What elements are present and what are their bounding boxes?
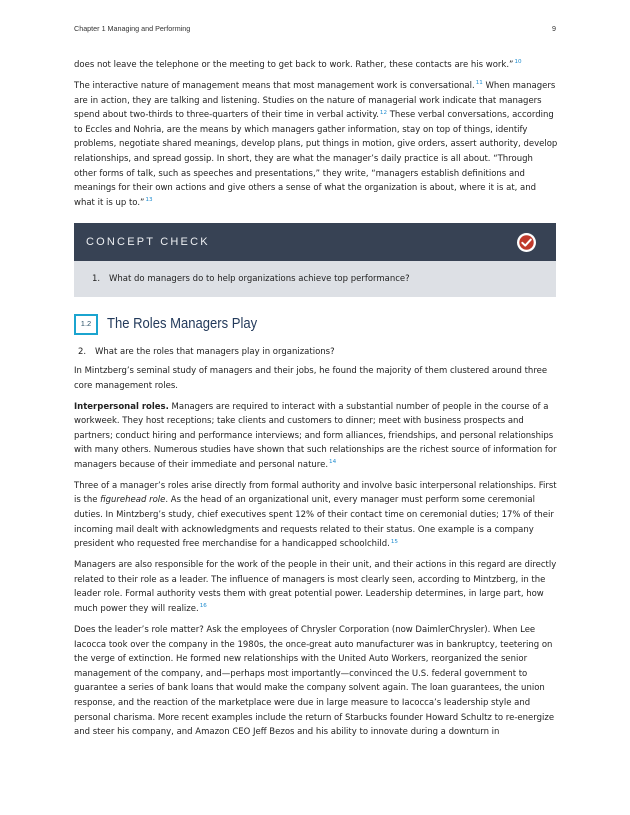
list-number: 2. bbox=[78, 347, 87, 358]
emphasis: figurehead role bbox=[100, 495, 166, 506]
concept-check-header bbox=[74, 223, 556, 261]
paragraph: Does the leader’s role matter? Ask the employees of Chrysler Corporation (now DaimlerChrysler). When Lee Iacocca took over the company in the 1980s, the once-great auto manufacturer was in bankruptcy, teetering on the verge of extinction. He formed new relationships with the United Auto Workers, reorganized the senior management of the company, and—perhaps most importantly—convinced the U.S. federal government to guarantee a series of bank loans that would make the company solvent again. The loan guarantees, the union response, and the reaction of the marketplace were due in large measure to Iacocca’s leadership style and personal charisma. More recent examples include the return of Starbucks founder Howard Schultz to re-energize and steer his company, and Amazon CEO Jeff Bezos and his ability to innovate during a downturn in bbox=[74, 624, 555, 738]
paragraph: Three of a manager’s roles arise directly from formal authority and involve basic interpersonal relationships. First is the figurehead role. As the head of an organizational unit, every manager must perform some ceremonial duties. In Mintzberg’s study, chief executives spent 12% of their contact time on ceremonial duties; 17% of their incoming mail dealt with acknowledgments and requests related to their status. One example is a company president who requested free merchandise for a handicapped schoolchild.$^{15}$ bbox=[74, 480, 557, 550]
footnote-link[interactable]: 11 bbox=[475, 80, 483, 87]
section-heading bbox=[74, 313, 558, 335]
body-text bbox=[74, 58, 558, 746]
section-title: The Roles Managers Play bbox=[107, 316, 258, 333]
checkmark-icon bbox=[517, 233, 536, 252]
concept-check-title: CONCEPT CHECK bbox=[86, 236, 210, 249]
page-number: 9 bbox=[552, 24, 556, 33]
paragraph: Managers are also responsible for the work of the people in their unit, and their actions in this regard are directly related to their role as a leader. The influence of managers is most clearly seen, according to Mintzberg, in the leader role. Formal authority vests them with great potential power. Leadership determines, in large part, how much power they will realize.$^{16}$ bbox=[74, 560, 557, 614]
concept-check-box bbox=[74, 223, 556, 297]
chapter-title: Chapter 1 Managing and Performing bbox=[74, 24, 191, 33]
learning-question bbox=[74, 345, 558, 360]
paragraph: In Mintzberg’s seminal study of managers and their jobs, he found the majority of them clustered around three core management roles. bbox=[74, 365, 548, 391]
concept-check-question: What do managers do to help organizations achieve top performance? bbox=[109, 274, 410, 285]
run-in-heading: Interpersonal roles. bbox=[74, 401, 169, 412]
section-number-badge: 1.2 bbox=[74, 314, 98, 335]
paragraph: Interpersonal roles. Managers are required to interact with a substantial number of people in the course of a workweek. They host receptions; take clients and customers to dinner; meet with business prospects and partners; conduct hiring and performance interviews; and form alliances, friendships, and personal relationships with many others. Numerous studies have shown that such relationships are the richest source of information for managers because of their immediate and personal nature.$^{14}$ bbox=[74, 401, 557, 470]
checkmark-icon-svg bbox=[517, 233, 536, 252]
footnote-link[interactable]: 16 bbox=[199, 603, 207, 610]
paragraph: does not leave the telephone or the meeting to get back to work. Rather, these contacts are his work.”$^{10}$ bbox=[74, 59, 522, 70]
learning-question-text: What are the roles that managers play in organizations? bbox=[95, 347, 335, 358]
footnote-link[interactable]: 10 bbox=[514, 59, 522, 66]
footnote-link[interactable]: 14 bbox=[329, 459, 337, 466]
list-number: 1. bbox=[92, 274, 101, 285]
paragraph: The interactive nature of management means that most management work is conversational.$^{11}$ When managers are in action, they are talking and listening. Studies on the nature of managerial work indicate that managers spend about two-thirds to three-quarters of their time in verbal activity.$^{12}$ These verbal conversations, according to Eccles and Nohria, are the means by which managers gather information, stay on top of things, identify problems, negotiate shared meanings, develop plans, put things in motion, give orders, assert authority, develop relationships, and spread gossip. In short, they are what the manager’s daily practice is all about. “Through other forms of talk, such as speeches and presentations,” they write, “managers establish definitions and meanings for their own actions and give others a sense of what the organization is about, where it is at, and what it is up to.”$^{13}$ bbox=[74, 80, 558, 208]
footnote-link[interactable]: 12 bbox=[379, 109, 388, 116]
running-header bbox=[74, 24, 556, 33]
footnote-link[interactable]: 15 bbox=[390, 538, 398, 545]
concept-check-body bbox=[74, 261, 556, 297]
footnote-link[interactable]: 13 bbox=[145, 197, 153, 204]
